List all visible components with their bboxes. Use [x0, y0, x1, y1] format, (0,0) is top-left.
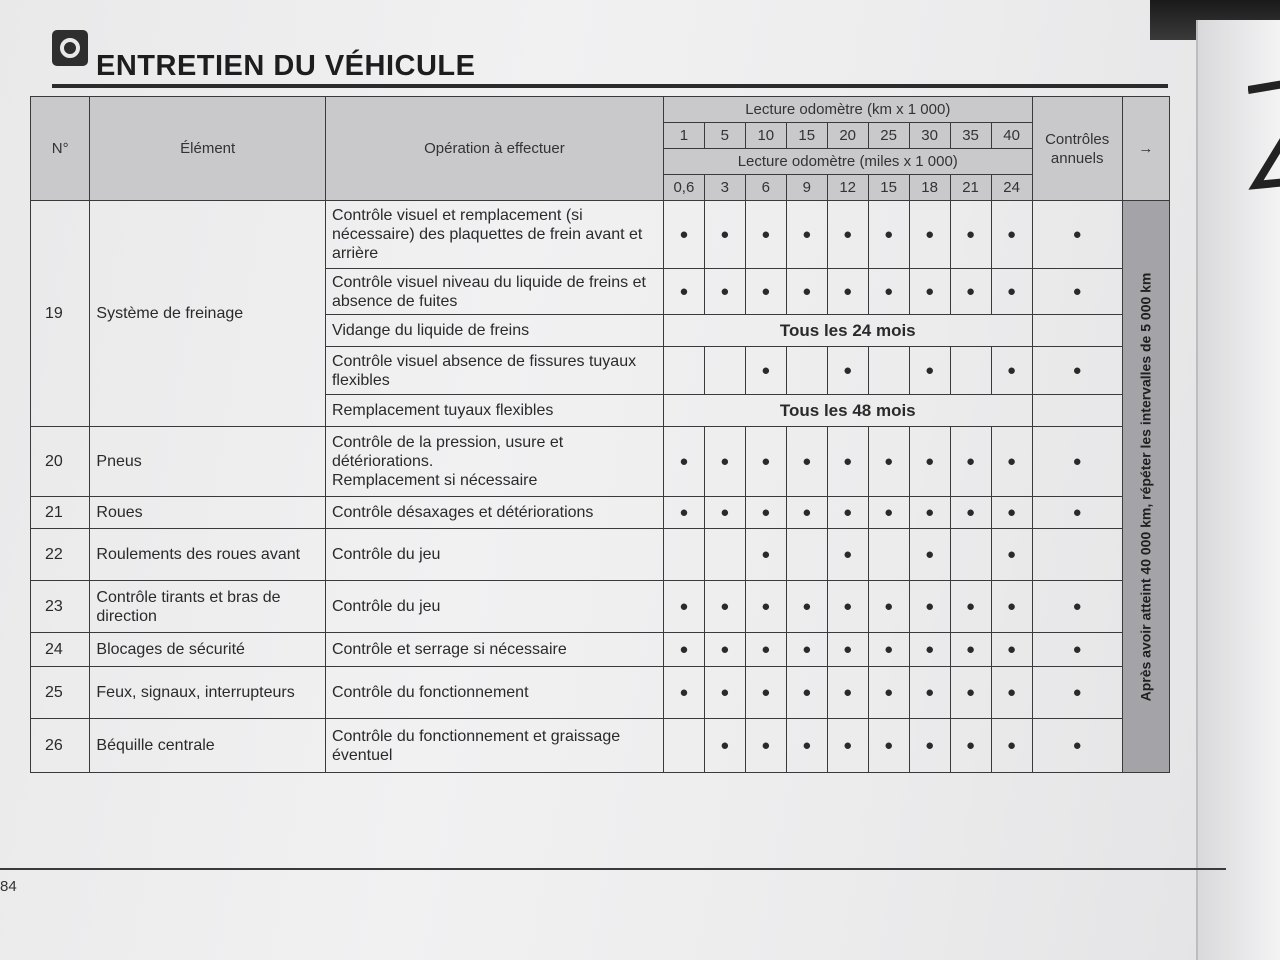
item-operation: Contrôle et serrage si nécessaire [325, 633, 663, 667]
check-dot-icon [950, 497, 991, 529]
check-dot-icon [868, 427, 909, 497]
page-title: ENTRETIEN DU VÉHICULE [96, 50, 476, 82]
check-dot-icon [868, 667, 909, 719]
check-dot-icon [745, 581, 786, 633]
check-dot-icon [991, 269, 1032, 315]
empty-cell [663, 347, 704, 395]
check-dot-icon [868, 497, 909, 529]
check-dot-icon [909, 529, 950, 581]
item-operation: Contrôle du jeu [325, 581, 663, 633]
check-dot-icon [909, 269, 950, 315]
header-km-30: 30 [909, 123, 950, 149]
annual-cell [1032, 529, 1122, 581]
header-miles-title: Lecture odomètre (miles x 1 000) [663, 149, 1032, 175]
item-operation: Contrôle du jeu [325, 529, 663, 581]
repeat-interval-note [1122, 201, 1169, 773]
check-dot-icon [827, 667, 868, 719]
check-dot-icon [909, 667, 950, 719]
check-dot-icon [991, 633, 1032, 667]
item-element: Béquille centrale [90, 719, 326, 773]
check-dot-icon [827, 201, 868, 269]
check-dot-icon [704, 633, 745, 667]
check-dot-icon [868, 581, 909, 633]
check-dot-icon [868, 269, 909, 315]
check-dot-icon [909, 581, 950, 633]
empty-cell [663, 529, 704, 581]
check-dot-icon [786, 667, 827, 719]
check-dot-icon [909, 201, 950, 269]
item-element: Roues [90, 497, 326, 529]
item-element: Contrôle tirants et bras de direction [90, 581, 326, 633]
check-dot-icon [991, 719, 1032, 773]
check-dot-icon [663, 667, 704, 719]
check-dot-icon [950, 633, 991, 667]
check-dot-icon [745, 633, 786, 667]
check-dot-icon [704, 667, 745, 719]
annual-dot-icon [1032, 667, 1122, 719]
header-miles-1: 3 [704, 175, 745, 201]
table-row [31, 497, 1170, 529]
item-operation: Contrôle du fonctionnement et graissage éventuel [325, 719, 663, 773]
table-row [31, 633, 1170, 667]
check-dot-icon [950, 667, 991, 719]
table-row [31, 201, 1170, 269]
header-km-20: 20 [827, 123, 868, 149]
check-dot-icon [950, 269, 991, 315]
item-number: 21 [31, 497, 90, 529]
interval-note: Tous les 24 mois [663, 315, 1032, 347]
check-dot-icon [704, 497, 745, 529]
check-dot-icon [909, 427, 950, 497]
table-row [31, 529, 1170, 581]
empty-cell [868, 347, 909, 395]
empty-cell [950, 347, 991, 395]
check-dot-icon [950, 427, 991, 497]
check-dot-icon [991, 347, 1032, 395]
footer-rule [0, 868, 1226, 870]
empty-cell [950, 529, 991, 581]
check-dot-icon [745, 719, 786, 773]
empty-cell [704, 347, 745, 395]
annual-cell [1032, 315, 1122, 347]
check-dot-icon [950, 201, 991, 269]
check-dot-icon [827, 633, 868, 667]
item-element: Feux, signaux, interrupteurs [90, 667, 326, 719]
empty-cell [786, 529, 827, 581]
header-miles-8: 24 [991, 175, 1032, 201]
check-dot-icon [786, 269, 827, 315]
check-dot-icon [745, 269, 786, 315]
annual-cell [1032, 395, 1122, 427]
check-dot-icon [950, 719, 991, 773]
check-dot-icon [663, 581, 704, 633]
header-annual: Contrôles annuels [1032, 97, 1122, 201]
item-operation: Contrôle désaxages et détériorations [325, 497, 663, 529]
item-number: 23 [31, 581, 90, 633]
check-dot-icon [704, 581, 745, 633]
annual-dot-icon [1032, 201, 1122, 269]
header-km-40: 40 [991, 123, 1032, 149]
item-number: 26 [31, 719, 90, 773]
item-element: Pneus [90, 427, 326, 497]
table-row [31, 719, 1170, 773]
check-dot-icon [704, 719, 745, 773]
annual-dot-icon [1032, 633, 1122, 667]
item-operation: Vidange du liquide de freins [325, 315, 663, 347]
check-dot-icon [909, 347, 950, 395]
check-dot-icon [827, 347, 868, 395]
check-dot-icon [909, 719, 950, 773]
title-underline [52, 84, 1168, 88]
item-number: 19 [31, 201, 90, 427]
header-element: Élément [90, 97, 326, 201]
header-operation: Opération à effectuer [325, 97, 663, 201]
check-dot-icon [663, 201, 704, 269]
check-dot-icon [868, 201, 909, 269]
check-dot-icon [786, 427, 827, 497]
item-element: Blocages de sécurité [90, 633, 326, 667]
maintenance-table-container [30, 96, 1170, 773]
item-operation: Contrôle visuel niveau du liquide de freins et absence de fuites [325, 269, 663, 315]
header-km-35: 35 [950, 123, 991, 149]
item-number: 20 [31, 427, 90, 497]
annual-dot-icon [1032, 427, 1122, 497]
header-km-1: 1 [663, 123, 704, 149]
header-miles-2: 6 [745, 175, 786, 201]
page-number: 84 [0, 878, 17, 895]
annual-dot-icon [1032, 269, 1122, 315]
check-dot-icon [991, 581, 1032, 633]
header-miles-6: 18 [909, 175, 950, 201]
item-number: 25 [31, 667, 90, 719]
table-row [31, 667, 1170, 719]
check-dot-icon [704, 269, 745, 315]
check-dot-icon [786, 581, 827, 633]
check-dot-icon [868, 719, 909, 773]
annual-dot-icon [1032, 347, 1122, 395]
item-number: 24 [31, 633, 90, 667]
header-miles-5: 15 [868, 175, 909, 201]
check-dot-icon [745, 529, 786, 581]
check-dot-icon [827, 529, 868, 581]
item-operation: Remplacement tuyaux flexibles [325, 395, 663, 427]
item-operation: Contrôle visuel et remplacement (si nécessaire) des plaquettes de frein avant et arrière [325, 201, 663, 269]
empty-cell [663, 719, 704, 773]
check-dot-icon [991, 529, 1032, 581]
table-row [31, 581, 1170, 633]
check-dot-icon [991, 201, 1032, 269]
check-dot-icon [827, 581, 868, 633]
check-dot-icon [991, 497, 1032, 529]
item-operation: Contrôle visuel absence de fissures tuyaux flexibles [325, 347, 663, 395]
quadro-logo-icon [52, 30, 88, 66]
check-dot-icon [745, 667, 786, 719]
annual-dot-icon [1032, 497, 1122, 529]
header-miles-0: 0,6 [663, 175, 704, 201]
header-arrow-icon: → [1122, 97, 1169, 201]
annual-dot-icon [1032, 581, 1122, 633]
item-number: 22 [31, 529, 90, 581]
empty-cell [786, 347, 827, 395]
check-dot-icon [991, 667, 1032, 719]
empty-cell [868, 529, 909, 581]
check-dot-icon [663, 633, 704, 667]
check-dot-icon [704, 201, 745, 269]
maintenance-table [30, 96, 1170, 773]
check-dot-icon [991, 427, 1032, 497]
check-dot-icon [663, 269, 704, 315]
header-km-title: Lecture odomètre (km x 1 000) [663, 97, 1032, 123]
header-miles-7: 21 [950, 175, 991, 201]
check-dot-icon [704, 427, 745, 497]
check-dot-icon [909, 633, 950, 667]
check-dot-icon [950, 581, 991, 633]
empty-cell [704, 529, 745, 581]
header-miles-4: 12 [827, 175, 868, 201]
item-element: Système de freinage [90, 201, 326, 427]
check-dot-icon [786, 497, 827, 529]
check-dot-icon [827, 427, 868, 497]
next-page-glyph-icon [1248, 80, 1280, 190]
check-dot-icon [663, 497, 704, 529]
item-element: Roulements des roues avant [90, 529, 326, 581]
header-km-15: 15 [786, 123, 827, 149]
check-dot-icon [663, 427, 704, 497]
check-dot-icon [745, 427, 786, 497]
check-dot-icon [786, 201, 827, 269]
next-page-edge [1196, 20, 1280, 960]
table-row [31, 427, 1170, 497]
header-km-5: 5 [704, 123, 745, 149]
check-dot-icon [827, 497, 868, 529]
check-dot-icon [827, 269, 868, 315]
check-dot-icon [745, 497, 786, 529]
header-miles-3: 9 [786, 175, 827, 201]
annual-dot-icon [1032, 719, 1122, 773]
header-no: N° [31, 97, 90, 201]
check-dot-icon [827, 719, 868, 773]
check-dot-icon [786, 633, 827, 667]
check-dot-icon [745, 347, 786, 395]
header-km-25: 25 [868, 123, 909, 149]
check-dot-icon [909, 497, 950, 529]
repeat-interval-text: Après avoir atteint 40 000 km, répéter les intervalles de 5 000 km [1137, 272, 1154, 701]
check-dot-icon [868, 633, 909, 667]
check-dot-icon [786, 719, 827, 773]
item-operation: Contrôle de la pression, usure et détériorations. Remplacement si nécessaire [325, 427, 663, 497]
item-operation: Contrôle du fonctionnement [325, 667, 663, 719]
header-km-10: 10 [745, 123, 786, 149]
interval-note: Tous les 48 mois [663, 395, 1032, 427]
check-dot-icon [745, 201, 786, 269]
